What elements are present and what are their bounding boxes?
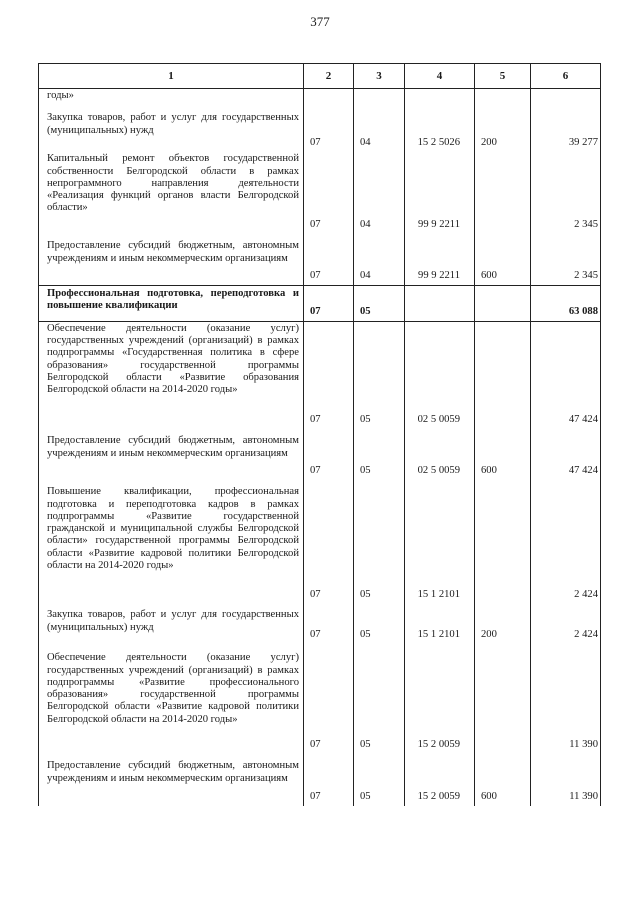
row-subsection [354, 89, 405, 105]
row-target: 15 2 0059 [405, 754, 475, 806]
row-amount: 2 345 [531, 234, 601, 285]
row-expense-type [475, 480, 531, 604]
column-header: 1 [39, 64, 304, 89]
row-section: 07 [304, 480, 354, 604]
page-number: 377 [310, 14, 330, 29]
row-section: 07 [304, 604, 354, 644]
row-subsection: 05 [354, 604, 405, 644]
row-amount: 47 424 [531, 321, 601, 429]
row-description: Закупка товаров, работ и услуг для государственных (муниципальных) нужд [39, 604, 304, 644]
row-subsection: 05 [354, 480, 405, 604]
row-expense-type: 600 [475, 429, 531, 480]
row-target: 15 2 0059 [405, 644, 475, 754]
row-section: 07 [304, 234, 354, 285]
row-section: 07 [304, 644, 354, 754]
row-amount: 2 424 [531, 480, 601, 604]
row-target [405, 89, 475, 105]
row-section: 07 [304, 285, 354, 321]
row-description: Капитальный ремонт объектов государственной собственности Белгородской области в рамках непрограммного направления деятельности «Реализация функций органов власти Белгородской области» [39, 152, 304, 234]
table-row [39, 480, 601, 604]
row-description: Предоставление субсидий бюджетным, автономным учреждениям и иным некоммерческим организациям [39, 754, 304, 806]
row-target: 99 9 2211 [405, 234, 475, 285]
row-expense-type [475, 321, 531, 429]
table-header-row [39, 64, 601, 89]
row-section: 07 [304, 104, 354, 152]
row-target: 15 1 2101 [405, 480, 475, 604]
row-amount: 47 424 [531, 429, 601, 480]
row-target: 15 2 5026 [405, 104, 475, 152]
row-target: 02 5 0059 [405, 321, 475, 429]
table-row [39, 89, 601, 105]
row-target: 15 1 2101 [405, 604, 475, 644]
row-amount: 2 345 [531, 152, 601, 234]
row-expense-type: 200 [475, 604, 531, 644]
table-row [39, 152, 601, 234]
row-section: 07 [304, 321, 354, 429]
row-amount: 11 390 [531, 754, 601, 806]
row-subsection: 04 [354, 104, 405, 152]
row-description: годы» [39, 89, 304, 105]
row-target [405, 285, 475, 321]
row-description: Обеспечение деятельности (оказание услуг) государственных учреждений (организаций) в рамках подпрограммы «Государственная политика в сфере образования» государственной программы Белгородской области «Развитие образования Белгородской области на 2014-2020 годы» [39, 321, 304, 429]
table-row [39, 104, 601, 152]
column-header: 3 [354, 64, 405, 89]
row-expense-type: 600 [475, 234, 531, 285]
table-row [39, 321, 601, 429]
row-subsection: 05 [354, 429, 405, 480]
column-header: 6 [531, 64, 601, 89]
row-amount [531, 89, 601, 105]
row-expense-type [475, 152, 531, 234]
table-row [39, 754, 601, 806]
row-amount: 2 424 [531, 604, 601, 644]
column-header: 5 [475, 64, 531, 89]
row-description: Предоставление субсидий бюджетным, автономным учреждениям и иным некоммерческим организациям [39, 234, 304, 285]
row-description: Повышение квалификации, профессиональная подготовка и переподготовка кадров в рамках подпрограммы «Развитие государственной гражданской и муниципальной службы Белгородской области» государственной программы Белгородской области «Развитие кадровой политики Белгородской области на 2014-2020 годы» [39, 480, 304, 604]
row-description: Предоставление субсидий бюджетным, автономным учреждениям и иным некоммерческим организациям [39, 429, 304, 480]
row-section: 07 [304, 754, 354, 806]
row-subsection: 05 [354, 754, 405, 806]
row-expense-type [475, 89, 531, 105]
row-subsection: 04 [354, 152, 405, 234]
row-section: 07 [304, 429, 354, 480]
budget-table [38, 63, 601, 806]
section-title: Профессиональная подготовка, переподготовка и повышение квалификации [39, 285, 304, 321]
row-amount: 63 088 [531, 285, 601, 321]
row-expense-type: 200 [475, 104, 531, 152]
column-header: 2 [304, 64, 354, 89]
table-row [39, 429, 601, 480]
row-amount: 39 277 [531, 104, 601, 152]
column-header: 4 [405, 64, 475, 89]
row-expense-type [475, 644, 531, 754]
row-amount: 11 390 [531, 644, 601, 754]
table-row [39, 234, 601, 285]
row-subsection: 05 [354, 285, 405, 321]
row-section: 07 [304, 152, 354, 234]
row-description: Закупка товаров, работ и услуг для государственных (муниципальных) нужд [39, 104, 304, 152]
row-subsection: 05 [354, 644, 405, 754]
section-row [39, 285, 601, 321]
row-subsection: 04 [354, 234, 405, 285]
row-expense-type: 600 [475, 754, 531, 806]
row-description: Обеспечение деятельности (оказание услуг) государственных учреждений (организаций) в рамках подпрограммы «Развитие профессионального образования» государственной программы Белгородской области «Развитие кадровой политики Белгородской области на 2014-2020 годы» [39, 644, 304, 754]
row-section [304, 89, 354, 105]
row-target: 02 5 0059 [405, 429, 475, 480]
table-row [39, 604, 601, 644]
row-subsection: 05 [354, 321, 405, 429]
row-expense-type [475, 285, 531, 321]
table-row [39, 644, 601, 754]
row-target: 99 9 2211 [405, 152, 475, 234]
